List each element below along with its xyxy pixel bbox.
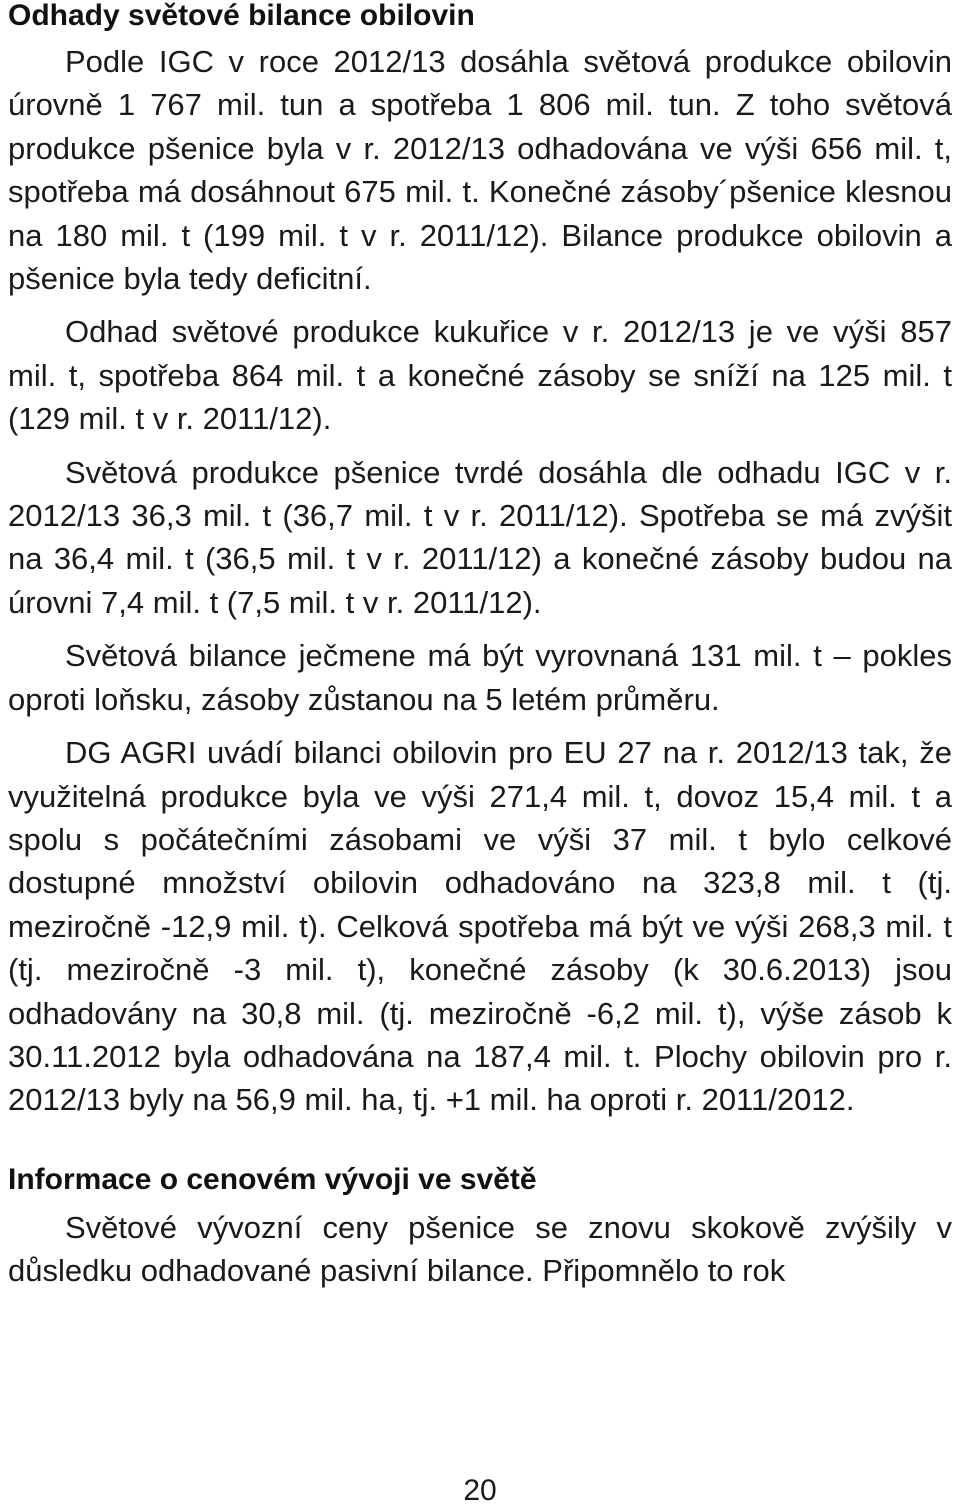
paragraph-dg-agri: DG AGRI uvádí bilanci obilovin pro EU 27 na r. 2012/13 tak, že využitelná produkce byla ve výši 271,4 mil. t, dovoz 15,4 mil. t a spolu s počátečními zásobami ve výši 37 mil. t bylo celkové dostupné množství obilovin odhadováno na 323,8 mil. t (tj. meziročně -12,9 mil. t). Celková spotřeba má být ve výši 268,3 mil. t (tj. meziročně -3 mil. t), konečné zásoby (k 30.6.2013) jsou odhadovány na 30,8 mil. (tj. meziročně -6,2 mil. t), výše zásob k 30.11.2012 byla odhadována na 187,4 mil. t. Plochy obilovin pro r. 2012/13 byly na 56,9 mil. ha, tj. +1 mil. ha oproti r. 2011/2012. [8, 735, 952, 1118]
paragraph-export-prices: Světové vývozní ceny pšenice se znovu skokově zvýšily v důsledku odhadované pasivní bilance. Připomnělo to rok [8, 1209, 952, 1289]
paragraph-barley: Světová bilance ječmene má být vyrovnaná 131 mil. t – pokles oproti loňsku, zásoby zůstanou na 5 letém průměru. [8, 638, 952, 717]
paragraph-maize: Odhad světové produkce kukuřice v r. 2012/13 je ve výši 857 mil. t, spotřeba 864 mil. t a konečné zásoby se sníží na 125 mil. t (129 mil. t v r. 2011/12). [8, 314, 952, 437]
section-world-balance [8, 0, 952, 1122]
paragraph-durum-wheat: Světová produkce pšenice tvrdé dosáhla dle odhadu IGC v r. 2012/13 36,3 mil. t (36,7 mil. t v r. 2011/12). Spotřeba se má zvýšit na 36,4 mil. t (36,5 mil. t v r. 2011/12) a konečné zásoby budou na úrovni 7,4 mil. t (7,5 mil. t v r. 2011/12). [8, 454, 952, 620]
page-number: 20 [463, 1474, 497, 1507]
section-heading: Informace o cenovém vývoji ve světě [8, 1162, 537, 1196]
section-heading: Odhady světové bilance obilovin [8, 0, 475, 32]
document-page [8, 0, 952, 1293]
paragraph-igc-cereals: Podle IGC v roce 2012/13 dosáhla světová produkce obilovin úrovně 1 767 mil. tun a spotřeba 1 806 mil. tun. Z toho světová produkce pšenice byla v r. 2012/13 odhadována ve výši 656 mil. t, spotřeba má dosáhnout 675 mil. t. Konečné zásoby´pšenice klesnou na 180 mil. t (199 mil. t v r. 2011/12). Bilance produkce obilovin a pšenice byla tedy deficitní. [8, 44, 952, 297]
section-price-development [8, 1164, 952, 1293]
